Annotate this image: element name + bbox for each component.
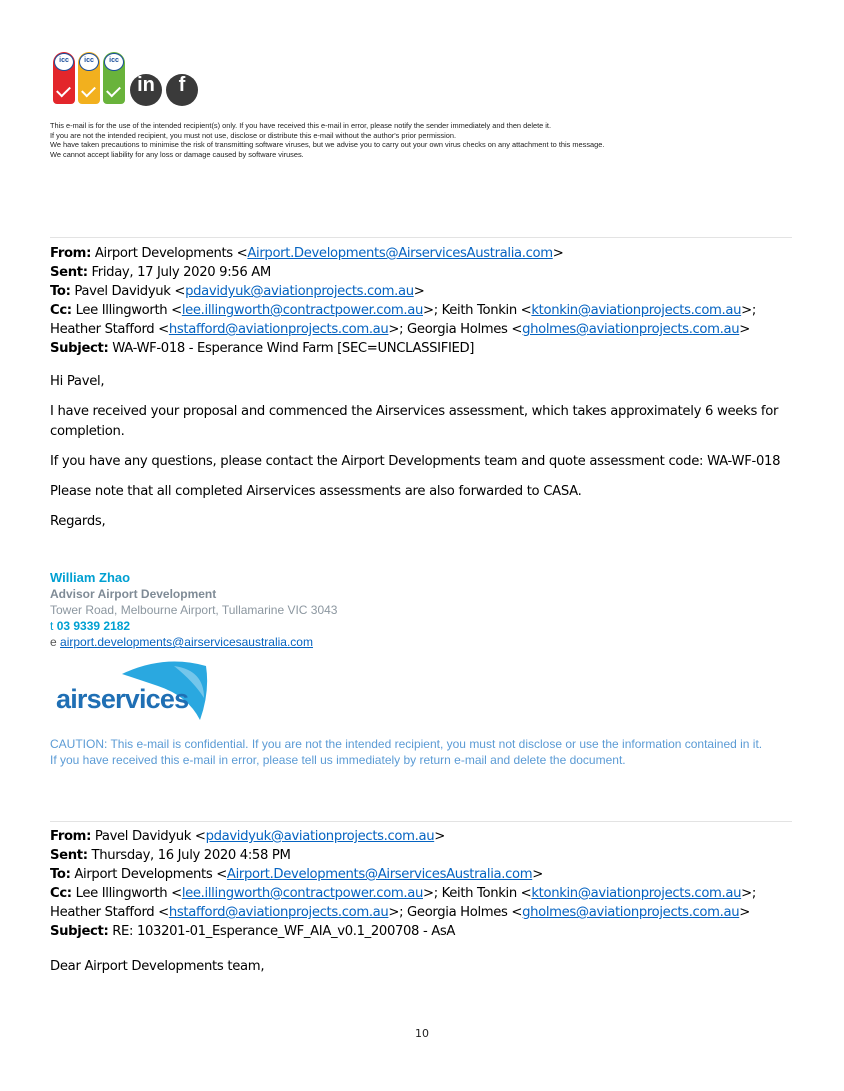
to-line: To: Airport Developments <Airport.Developments@AirservicesAustralia.com>	[50, 867, 543, 882]
cc-line: Cc: Lee Illingworth <lee.illingworth@contractpower.com.au>; Keith Tonkin <ktonkin@aviationprojects.com.au>;	[50, 303, 756, 318]
paragraph: I have received your proposal and commenced the Airservices assessment, which takes approximately 6 weeks for completion.	[50, 404, 779, 439]
email-body-2	[50, 957, 790, 977]
divider	[50, 237, 792, 238]
email-signature	[50, 569, 337, 650]
email-disclaimer	[50, 121, 770, 159]
divider	[50, 821, 792, 822]
greeting: Dear Airport Developments team,	[50, 959, 265, 974]
page-number: 10	[415, 1027, 429, 1040]
disclaimer-line: If you are not the intended recipient, you must not use, disclose or distribute this e-mail without the author's prior permission.	[50, 130, 457, 140]
subject-line: Subject: RE: 103201-01_Esperance_WF_AIA_v0.1_200708 - AsA	[50, 924, 456, 939]
signature-title: Advisor Airport Development	[50, 587, 217, 601]
signature-email-link[interactable]: airport.developments@airservicesaustralia.com	[60, 635, 313, 649]
icc-badge-icon: icc	[53, 52, 75, 104]
sent-line: Sent: Thursday, 16 July 2020 4:58 PM	[50, 848, 291, 863]
email-header-1	[50, 244, 810, 358]
linkedin-icon[interactable]: in	[130, 74, 162, 106]
email-header-2	[50, 827, 810, 941]
from-line: From: Pavel Davidyuk <pdavidyuk@aviationprojects.com.au>	[50, 829, 445, 844]
signature-name: William Zhao	[50, 570, 131, 585]
cc-email-link[interactable]: gholmes@aviationprojects.com.au	[522, 322, 740, 337]
sent-line: Sent: Friday, 17 July 2020 9:56 AM	[50, 265, 271, 280]
cc-email-link[interactable]: lee.illingworth@contractpower.com.au	[181, 303, 423, 318]
facebook-icon[interactable]: f	[166, 74, 198, 106]
cc-email-link[interactable]: ktonkin@aviationprojects.com.au	[531, 303, 742, 318]
cc-line: Cc: Lee Illingworth <lee.illingworth@contractpower.com.au>; Keith Tonkin <ktonkin@aviationprojects.com.au>;	[50, 886, 756, 901]
certification-logos	[53, 52, 203, 108]
icc-badge-icon: icc	[78, 52, 100, 104]
from-email-link[interactable]: pdavidyuk@aviationprojects.com.au	[205, 829, 435, 844]
airservices-logo: airservices	[54, 660, 214, 724]
cc-email-link[interactable]: ktonkin@aviationprojects.com.au	[531, 886, 742, 901]
cc-email-link[interactable]: hstafford@aviationprojects.com.au	[168, 905, 389, 920]
signature-email: e airport.developments@airservicesaustralia.com	[50, 635, 313, 649]
to-email-link[interactable]: pdavidyuk@aviationprojects.com.au	[185, 284, 414, 299]
disclaimer-line: We cannot accept liability for any loss or damage caused by software viruses.	[50, 149, 304, 159]
icc-badge-icon: icc	[103, 52, 125, 104]
confidentiality-notice: CAUTION: This e-mail is confidential. If you are not the intended recipient, you must not disclose or use the information contained in it. If you have received this e-mail in error, please tell us immediately by return e-mail and delete the document.	[50, 737, 763, 767]
email-body-1	[50, 372, 790, 532]
cc-email-link[interactable]: hstafford@aviationprojects.com.au	[168, 322, 389, 337]
paragraph: Please note that all completed Airservices assessments are also forwarded to CASA.	[50, 484, 582, 499]
subject-line: Subject: WA-WF-018 - Esperance Wind Farm [SEC=UNCLASSIFIED]	[50, 341, 475, 356]
paragraph: If you have any questions, please contact the Airport Developments team and quote assessment code: WA-WF-018	[50, 454, 781, 469]
signature-address: Tower Road, Melbourne Airport, Tullamarine VIC 3043	[50, 603, 338, 617]
cc-line-cont: Heather Stafford <hstafford@aviationprojects.com.au>; Georgia Holmes <gholmes@aviationprojects.com.au>	[50, 905, 750, 920]
cc-email-link[interactable]: lee.illingworth@contractpower.com.au	[181, 886, 423, 901]
cc-email-link[interactable]: gholmes@aviationprojects.com.au	[522, 905, 740, 920]
disclaimer-line: This e-mail is for the use of the intended recipient(s) only. If you have received this e-mail in error, please notify the sender immediately and then delete it.	[50, 121, 552, 130]
disclaimer-line: We have taken precautions to minimise the risk of transmitting software viruses, but we advise you to carry out your own virus checks on any attachment to this message.	[50, 140, 605, 149]
to-email-link[interactable]: Airport.Developments@AirservicesAustralia.com	[226, 867, 533, 882]
signature-phone: t 03 9339 2182	[50, 619, 131, 633]
cc-line-cont: Heather Stafford <hstafford@aviationprojects.com.au>; Georgia Holmes <gholmes@aviationprojects.com.au>	[50, 322, 750, 337]
regards: Regards,	[50, 514, 106, 529]
to-line: To: Pavel Davidyuk <pdavidyuk@aviationprojects.com.au>	[50, 284, 425, 299]
from-line: From: Airport Developments <Airport.Developments@AirservicesAustralia.com>	[50, 246, 564, 261]
from-email-link[interactable]: Airport.Developments@AirservicesAustralia.com	[247, 246, 553, 261]
greeting: Hi Pavel,	[50, 374, 105, 389]
